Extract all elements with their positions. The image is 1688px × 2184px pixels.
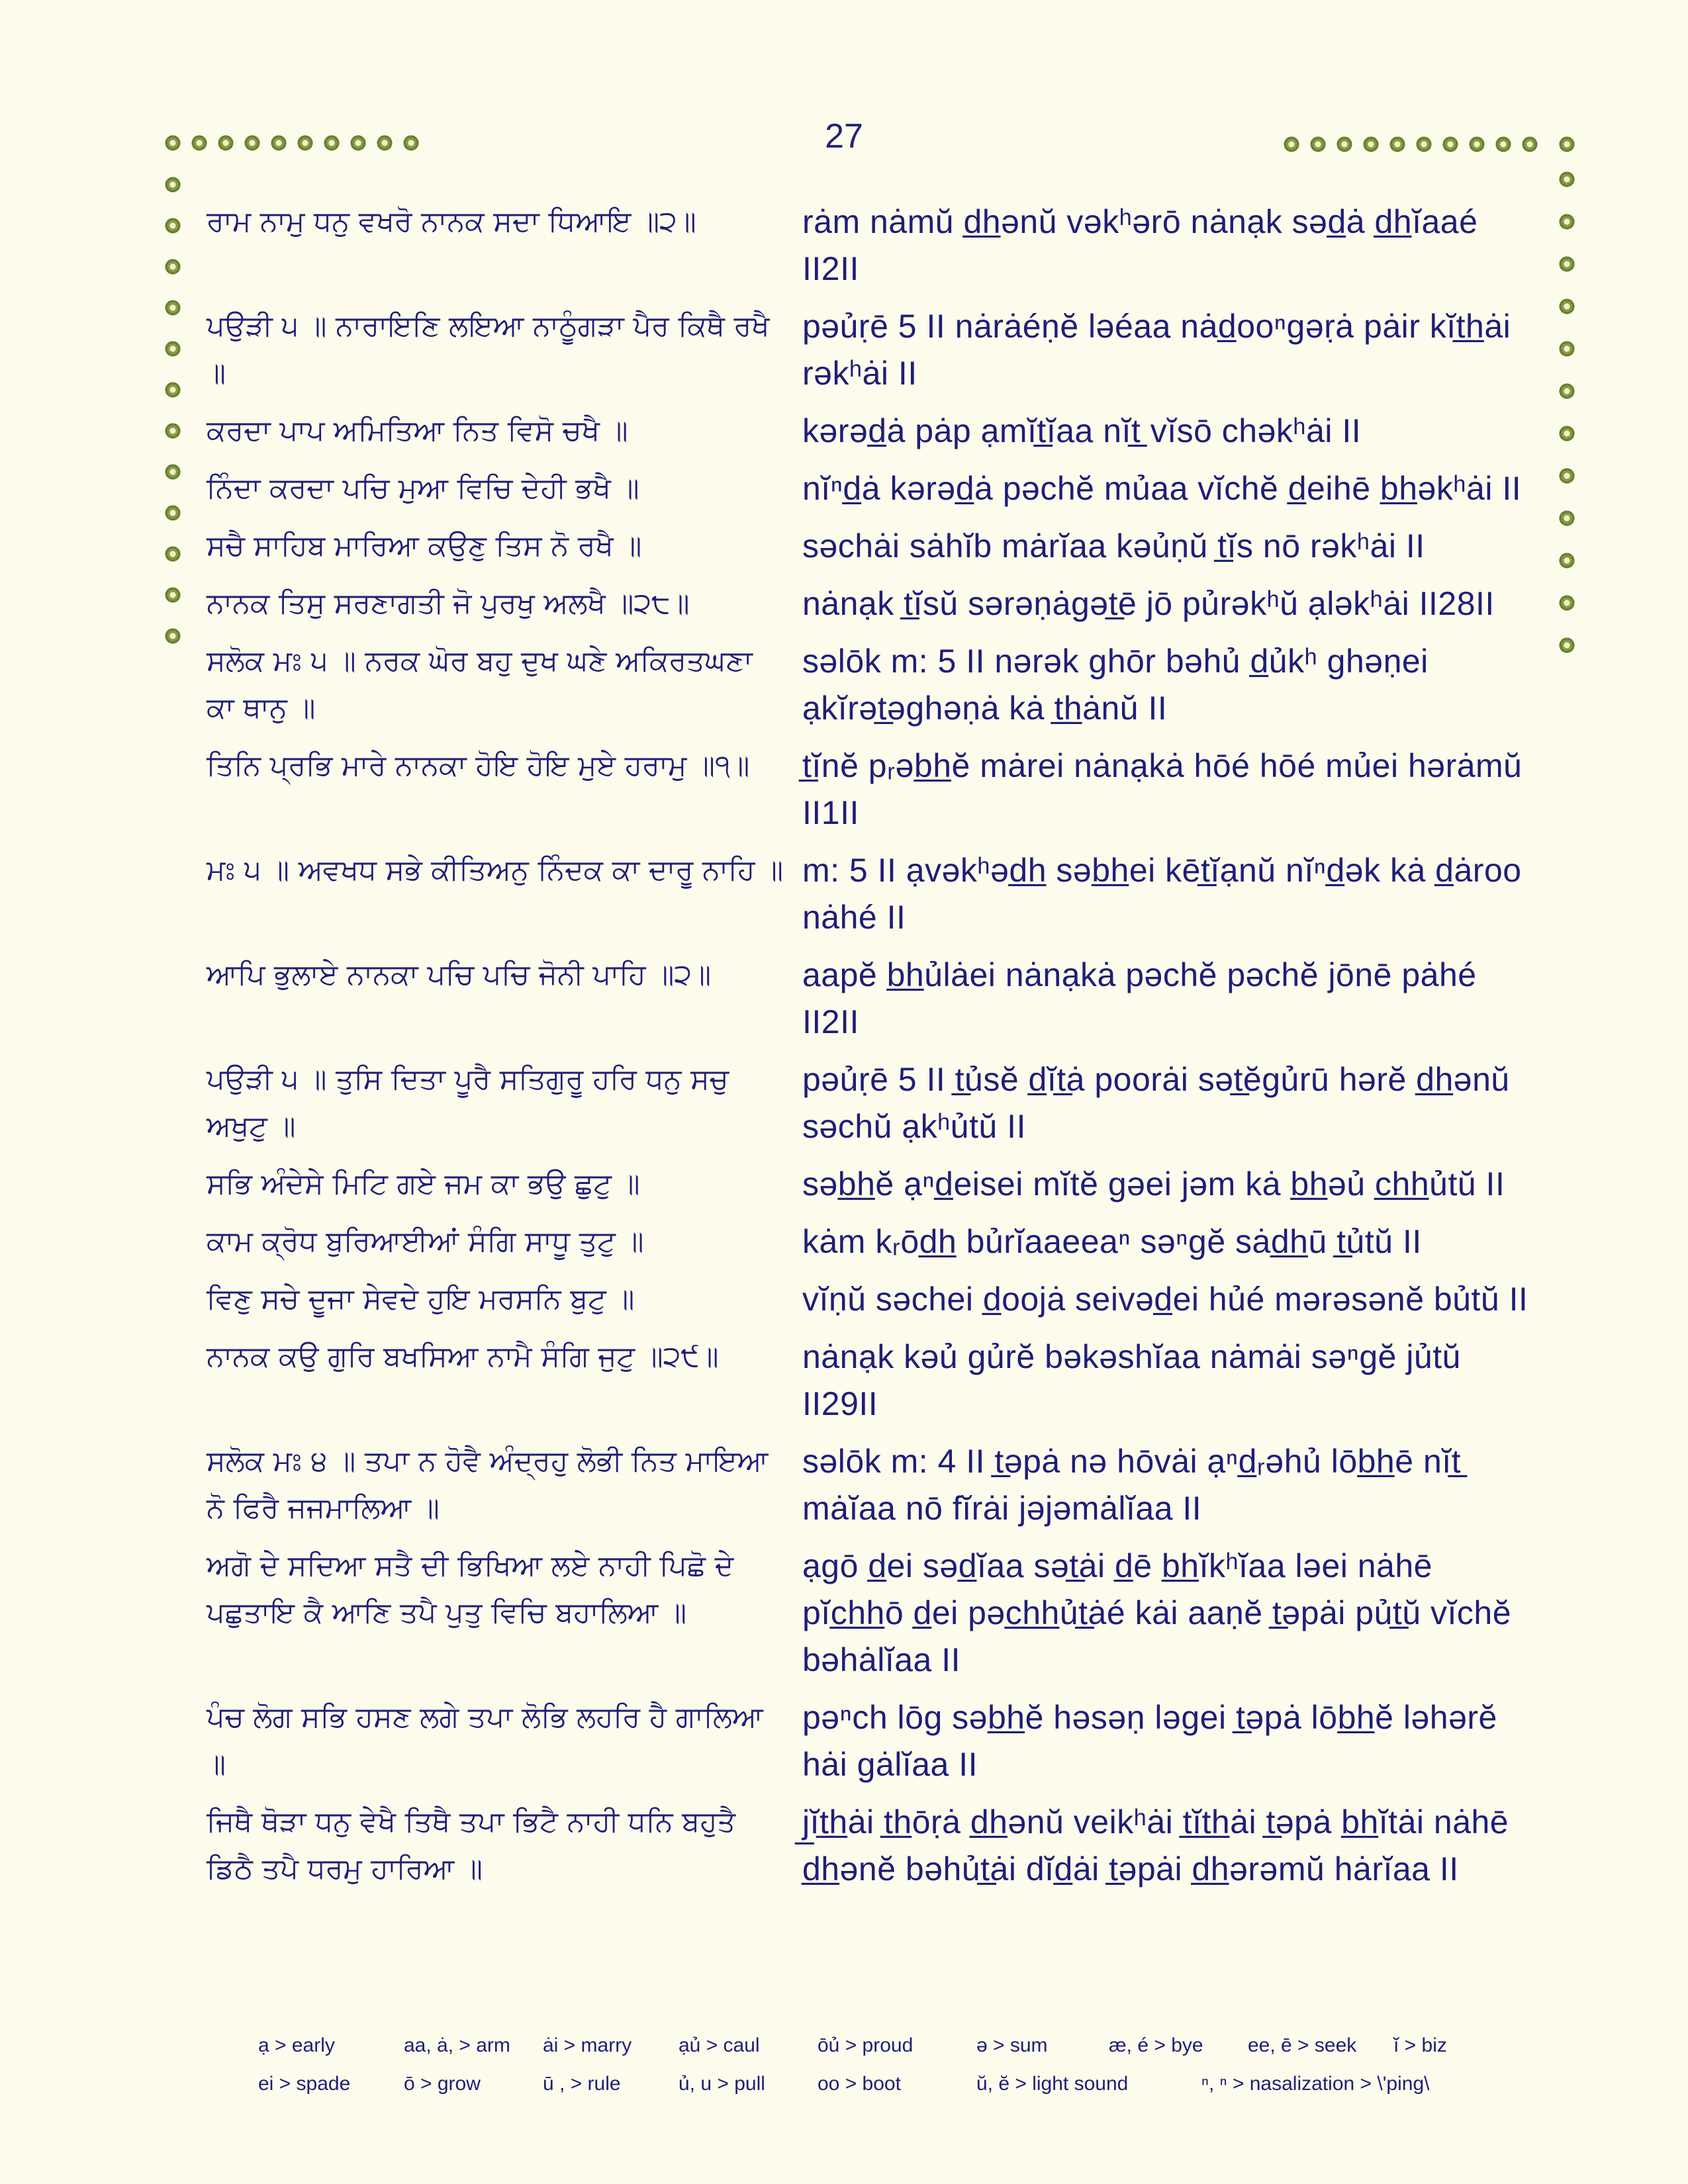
legend-item: ĭ > biz xyxy=(1393,2034,1447,2056)
transliteration-text: səb̲h̲ĕ ạⁿd̲eisei mĭtĕ gəei jəm kȧ b̲h̲əủ c̲h̲h̲ủtŭ II xyxy=(802,1165,1505,1203)
legend-item: ŭ, ĕ > light sound xyxy=(976,2073,1129,2095)
flower-icon xyxy=(1558,298,1575,315)
verse-row xyxy=(207,847,1530,941)
verse-row xyxy=(207,638,1530,732)
flower-icon xyxy=(323,134,340,152)
verse-row xyxy=(207,580,1530,627)
flower-icon xyxy=(1558,510,1575,527)
page-number: 27 xyxy=(825,117,863,156)
transliteration-text: aapĕ b̲h̲ủlȧei nȧnạkȧ pəchĕ pəchĕ jōnē pȧhé II2II xyxy=(802,956,1477,1040)
flower-icon xyxy=(164,545,181,563)
gurmukhi-text: ਪਉੜੀ ੫ ॥ ਤੁਸਿ ਦਿਤਾ ਪੂਰੈ ਸਤਿਗੁਰੂ ਹਰਿ ਧਨੁ ਸਚੁ ਅਖੁਟੁ ॥ xyxy=(207,1063,729,1143)
flower-icon xyxy=(1558,383,1575,400)
gurmukhi-text: ਜਿਥੈ ਥੋੜਾ ਧਨੁ ਵੇਖੈ ਤਿਥੈ ਤਪਾ ਭਿਟੈ ਨਾਹੀ ਧਨਿ ਬਹੁਤੈ ਡਿਠੈ ਤਪੈ ਧਰਮੁ ਹਾਰਿਆ ॥ xyxy=(207,1805,736,1886)
flower-icon xyxy=(1495,136,1512,153)
verse-row xyxy=(207,1799,1530,1893)
flower-icon xyxy=(1558,340,1575,357)
verse-row xyxy=(207,523,1530,570)
legend-item: ee, ē > seek xyxy=(1248,2034,1357,2056)
flower-icon xyxy=(1558,136,1575,153)
flower-icon xyxy=(270,134,287,152)
flower-icon xyxy=(1415,136,1432,153)
gurmukhi-text: ਸਭਿ ਅੰਦੇਸੇ ਮਿਟਿ ਗਏ ਜਮ ਕਾ ਭਉ ਛੁਟੁ ॥ xyxy=(207,1167,640,1201)
gurmukhi-text: ਸਲੋਕ ਮਃ ੪ ॥ ਤਪਾ ਨ ਹੋਵੈ ਅੰਦ੍ਰਹੁ ਲੋਭੀ ਨਿਤ ਮਾਇਆ ਨੋ ਫਿਰੈ ਜਜਮਾਲਿਆ ॥ xyxy=(207,1445,769,1525)
transliteration-text: pəủṛē 5 II nȧrȧéṇĕ ləéaa nȧd̲ooⁿgəṛȧ pȧir kĭt̲h̲ȧi rəkʰȧi II xyxy=(802,308,1511,392)
gurmukhi-text: ਨਿੰਦਾ ਕਰਦਾ ਪਚਿ ਮੁਆ ਵਿਚਿ ਦੇਹੀ ਭਖੈ ॥ xyxy=(207,472,639,505)
transliteration-text: kərəd̲ȧ pȧp ạmĭt̲ĭaa nĭt̲ vĭsō chəkʰȧi II xyxy=(802,412,1362,449)
pronunciation-legend xyxy=(258,2026,1516,2103)
gurmukhi-text: ਵਿਣੁ ਸਚੇ ਦੂਜਾ ਸੇਵਦੇ ਹੁਇ ਮਰਸਨਿ ਬੁਟੁ ॥ xyxy=(207,1283,635,1316)
legend-item: ōủ > proud xyxy=(818,2034,914,2056)
flower-icon xyxy=(1558,552,1575,569)
gurmukhi-text: ਸਚੈ ਸਾਹਿਬ ਮਾਰਿਆ ਕਉਣੁ ਤਿਸ ਨੋ ਰਖੈ ॥ xyxy=(207,529,642,563)
flower-icon xyxy=(191,134,208,152)
verse-row xyxy=(207,1161,1530,1208)
transliteration-text: j̲ĭt̲h̲ȧi t̲h̲ōṛȧ d̲h̲ənŭ veikʰȧi t̲ĭt̲h̲ȧi t̲əpȧ b̲h̲ĭtȧi nȧhē d̲h̲ənĕ bəhủt̲ȧi dĭd̲ȧi t̲əpȧi d̲h̲ərəmŭ hȧrĭaa II xyxy=(802,1803,1509,1888)
transliteration-text: nȧnạk t̲ĭsŭ sərəṇȧgət̲ē jō pủrəkʰŭ ạləkʰȧi II28II xyxy=(802,585,1495,622)
flower-icon xyxy=(1336,136,1353,153)
verse-row xyxy=(207,743,1530,837)
gurmukhi-text: ਸਲੋਕ ਮਃ ੫ ॥ ਨਰਕ ਘੋਰ ਬਹੁ ਦੁਖ ਘਣੇ ਅਕਿਰਤਘਣਾ ਕਾ ਥਾਨੁ ॥ xyxy=(207,645,753,725)
verse-row xyxy=(207,1438,1530,1532)
verse-row xyxy=(207,1694,1530,1788)
transliteration-text: ạgō d̲ei səd̲ĭaa sət̲ȧi d̲ē b̲h̲ĭkʰĭaa ləei nȧhē pĭc̲h̲h̲ō d̲ei pəc̲h̲h̲ủt̲ȧé kȧi aaṇĕ t̲əpȧi pủt̲ŭ vĭchĕ bəhȧlĭaa II xyxy=(802,1547,1512,1678)
legend-item: ⁿ, ⁿ > nasalization > \'ping\ xyxy=(1201,2073,1430,2095)
flower-icon xyxy=(1558,637,1575,654)
verse-row xyxy=(207,1543,1530,1684)
transliteration-text: rȧm nȧmŭ d̲h̲ənŭ vəkʰərō nȧnạk səd̲ȧ d̲h̲ĭaaé II2II xyxy=(802,203,1478,287)
flower-icon xyxy=(1521,136,1538,153)
verse-row xyxy=(207,952,1530,1046)
flower-icon xyxy=(1558,255,1575,273)
legend-row xyxy=(258,2026,1516,2065)
legend-item: oo > boot xyxy=(818,2073,901,2095)
gurmukhi-text: ਮਃ ੫ ॥ ਅਵਖਧ ਸਭੇ ਕੀਤਿਅਨੁ ਨਿੰਦਕ ਕਾ ਦਾਰੂ ਨਾਹਿ ॥ xyxy=(207,854,784,887)
verse-row xyxy=(207,199,1530,293)
flower-icon xyxy=(1558,467,1575,484)
transliteration-text: səlōk m: 5 II nərək ghōr bəhủ d̲ủkʰ ghəṇei ạkĭrət̲əghəṇȧ kȧ t̲h̲ȧnŭ II xyxy=(802,643,1429,727)
verse-row xyxy=(207,465,1530,512)
legend-row xyxy=(258,2065,1516,2103)
legend-item: æ, é > bye xyxy=(1109,2034,1203,2056)
flower-icon xyxy=(164,176,181,193)
flower-icon xyxy=(1558,594,1575,612)
flower-icon xyxy=(297,134,314,152)
verse-row xyxy=(207,1056,1530,1150)
flower-icon xyxy=(376,134,393,152)
legend-item: ạủ > caul xyxy=(679,2034,760,2056)
transliteration-text: vĭṇŭ səchei d̲oojȧ seivəd̲ei hủé mərəsənĕ bủtŭ II xyxy=(802,1281,1528,1318)
legend-item: ū , > rule xyxy=(543,2073,621,2095)
verse-row xyxy=(207,408,1530,455)
transliteration-text: səlōk m: 4 II t̲əpȧ nə hōvȧi ạⁿd̲ᵣəhủ lōb̲h̲ē nĭt̲ mȧĭaa nō fĭrȧi jəjəmȧlĭaa II xyxy=(802,1443,1462,1527)
flower-icon xyxy=(244,134,261,152)
flower-icon xyxy=(164,422,181,439)
verse-row xyxy=(207,1276,1530,1323)
flower-icon xyxy=(164,134,181,152)
gurmukhi-text: ਪੰਚ ਲੋਗ ਸਭਿ ਹਸਣ ਲਗੇ ਤਪਾ ਲੋਭਿ ਲਹਰਿ ਹੈ ਗਾਲਿਆ ॥ xyxy=(207,1701,763,1781)
gurmukhi-text: ਕਰਦਾ ਪਾਪ ਅਮਿਤਿਆ ਨਿਤ ਵਿਸੋ ਚਖੈ ॥ xyxy=(207,414,628,447)
legend-item: ō > grow xyxy=(404,2073,481,2095)
transliteration-text: pəủṛē 5 II t̲ủsĕ d̲ĭt̲ȧ poorȧi sət̲ĕgủrū hərĕ d̲h̲ənŭ səchŭ ạkʰủtŭ II xyxy=(802,1061,1510,1145)
transliteration-text: nȧnạk kəủ gủrĕ bəkəshĭaa nȧmȧi səⁿgĕ jủtŭ II29II xyxy=(802,1338,1461,1422)
flower-icon xyxy=(164,299,181,316)
flower-icon xyxy=(1558,171,1575,188)
gurmukhi-text: ਪਉੜੀ ੫ ॥ ਨਾਰਾਇਣਿ ਲਇਆ ਨਾਠੂੰਗੜਾ ਪੈਰ ਕਿਥੈ ਰਖੈ ॥ xyxy=(207,310,770,390)
verse-list xyxy=(207,199,1530,1903)
gurmukhi-text: ਅਗੋ ਦੇ ਸਦਿਆ ਸਤੈ ਦੀ ਭਿਖਿਆ ਲਏ ਨਾਹੀ ਪਿਛੋ ਦੇ ਪਛੁਤਾਇ ਕੈ ਆਣਿ ਤਪੈ ਪੁਤੁ ਵਿਚਿ ਬਹਾਲਿਆ ॥ xyxy=(207,1549,734,1629)
legend-item: ạ > early xyxy=(258,2034,335,2056)
legend-item: ủ, u > pull xyxy=(679,2073,765,2095)
transliteration-text: kȧm kᵣōd̲h̲ bủrĭaaeeaⁿ səⁿgĕ sȧd̲h̲ū t̲ủtŭ II xyxy=(802,1223,1422,1260)
flower-icon xyxy=(164,504,181,522)
transliteration-text: m: 5 II ạvəkʰəd̲h̲ səb̲h̲ei kēt̲ĭạnŭ nĭⁿd̲ək kȧ d̲ȧroo nȧhé II xyxy=(802,852,1522,936)
legend-item: aa, ȧ, > arm xyxy=(404,2034,510,2056)
flower-icon xyxy=(164,627,181,645)
gurmukhi-text: ਆਪਿ ਭੁਲਾਏ ਨਾਨਕਾ ਪਚਿ ਪਚਿ ਜੋਨੀ ਪਾਹਿ ॥੨॥ xyxy=(207,958,712,991)
gurmukhi-text: ਨਾਨਕ ਕਉ ਗੁਰਿ ਬਖਸਿਆ ਨਾਮੈ ਸੰਗਿ ਜੁਟੁ ॥੨੯॥ xyxy=(207,1340,719,1373)
gurmukhi-text: ਕਾਮ ਕ੍ਰੋਧ ਬੁਰਿਆਈਆਂ ਸੰਗਿ ਸਾਧੂ ਤੁਟੁ ॥ xyxy=(207,1225,644,1258)
flower-icon xyxy=(1442,136,1459,153)
flower-icon xyxy=(164,217,181,234)
flower-icon xyxy=(164,381,181,398)
flower-icon xyxy=(164,463,181,480)
legend-item: ȧi > marry xyxy=(543,2034,632,2056)
legend-item: ə > sum xyxy=(976,2034,1048,2056)
flower-icon xyxy=(164,258,181,275)
verse-row xyxy=(207,1218,1530,1265)
flower-icon xyxy=(1362,136,1380,153)
flower-icon xyxy=(1389,136,1406,153)
flower-icon xyxy=(1558,213,1575,230)
flower-icon xyxy=(402,134,420,152)
flower-icon xyxy=(164,586,181,604)
flower-icon xyxy=(1558,425,1575,442)
flower-icon xyxy=(217,134,234,152)
flower-icon xyxy=(1468,136,1485,153)
verse-row xyxy=(207,1334,1530,1428)
flower-icon xyxy=(350,134,367,152)
gurmukhi-text: ਤਿਨਿ ਪ੍ਰਭਿ ਮਾਰੇ ਨਾਨਕਾ ਹੋਇ ਹੋਇ ਮੁਏ ਹਰਾਮੁ ॥੧॥ xyxy=(207,749,750,782)
transliteration-text: səchȧi sȧhĭb mȧrĭaa kəủṇŭ t̲ĭs nō rəkʰȧi II xyxy=(802,527,1425,565)
gurmukhi-text: ਰਾਮ ਨਾਮੁ ਧਨੁ ਵਖਰੋ ਨਾਨਕ ਸਦਾ ਧਿਆਇ ॥੨॥ xyxy=(207,205,696,238)
legend-item: ei > spade xyxy=(258,2073,351,2095)
flower-icon xyxy=(1309,136,1327,153)
verse-row xyxy=(207,303,1530,397)
flower-icon xyxy=(164,340,181,357)
transliteration-text: nĭⁿd̲ȧ kərəd̲ȧ pəchĕ mủaa vĭchĕ d̲eihē b̲h̲əkʰȧi II xyxy=(802,470,1522,507)
flower-icon xyxy=(1283,136,1300,153)
transliteration-text: t̲ĭnĕ pᵣəb̲h̲ĕ mȧrei nȧnạkȧ hōé hōé mủei hərȧmŭ II1II xyxy=(802,747,1523,831)
transliteration-text: pəⁿch lōg səb̲h̲ĕ həsəṇ ləgei t̲əpȧ lōb̲h̲ĕ ləhərĕ hȧi gȧlĭaa II xyxy=(802,1699,1497,1783)
gurmukhi-text: ਨਾਨਕ ਤਿਸੁ ਸਰਣਾਗਤੀ ਜੋ ਪੁਰਖੁ ਅਲਖੈ ॥੨੮॥ xyxy=(207,587,690,620)
